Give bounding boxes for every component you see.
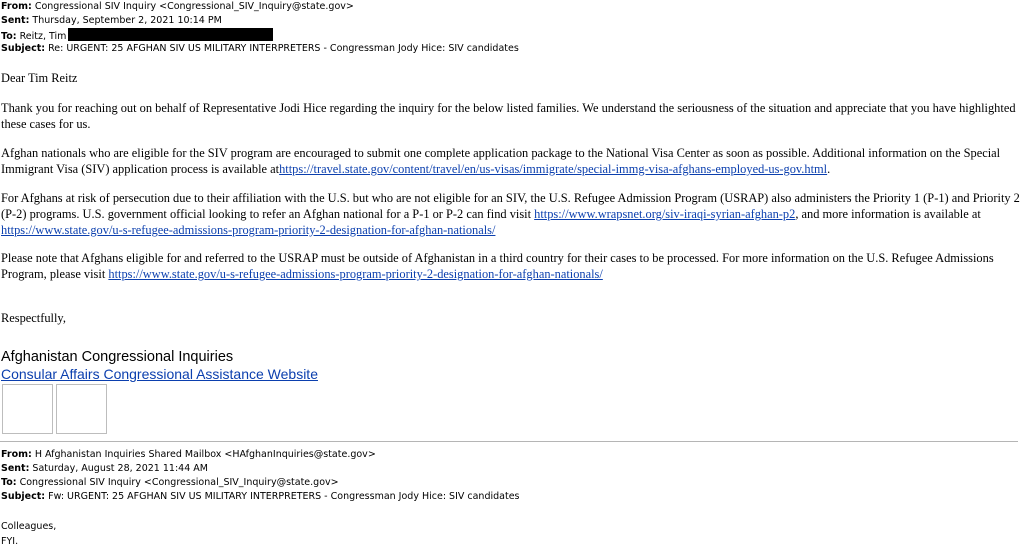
sent-label: Sent: xyxy=(1,463,30,474)
from-suffix: > xyxy=(367,449,376,460)
from-label: From: xyxy=(1,1,32,12)
to-prefix: Congressional SIV Inquiry < xyxy=(19,477,152,488)
signature-image-placeholder xyxy=(56,384,107,434)
to-label: To: xyxy=(1,31,17,42)
message-divider xyxy=(0,441,1018,442)
to-label: To: xyxy=(1,477,17,488)
paragraph-3-text: For Afghans at risk of persecution due to their affiliation with the U.S. but who are not eligible for an SIV, the U.S. Refugee Admission Program (USRAP) also administers the Priority 1 (P-1) and Priority 2 (P-2) programs. U.S. government official looking to refer an Afghan national for a P-1 or P-2 can find visit xyxy=(1,191,1020,221)
closing: Respectfully, xyxy=(1,311,66,325)
wrapsnet-link[interactable]: https://www.wrapsnet.org/siv-iraqi-syrian-afghan-p2 xyxy=(534,207,796,221)
reply-sent-line xyxy=(1,14,222,28)
usrap-program-link[interactable]: https://www.state.gov/u-s-refugee-admissions-program-priority-2-designation-for-afghan-nationals/ xyxy=(108,267,603,281)
paragraph-3 xyxy=(1,190,1021,238)
subject-label: Subject: xyxy=(1,491,46,502)
subject-label: Subject: xyxy=(1,43,46,54)
usrap-p2-link[interactable]: https://www.state.gov/u-s-refugee-admissions-program-priority-2-designation-for-afghan-nationals/ xyxy=(1,223,496,237)
from-value: Congressional SIV Inquiry <Congressional_SIV_Inquiry@state.gov> xyxy=(34,1,354,12)
paragraph-2-text: Afghan nationals who are eligible for the SIV program are encouraged to submit one complete application package to the National Visa Center as soon as possible. Additional information on the Special Immigrant Visa (SIV) application process is available at xyxy=(1,146,1001,176)
paragraph-2 xyxy=(1,145,1021,177)
greeting: Dear Tim Reitz xyxy=(1,71,78,85)
to-email-link[interactable]: Congressional_SIV_Inquiry@state.gov xyxy=(151,477,331,488)
paragraph-4-text: Please note that Afghans eligible for and referred to the USRAP must be outside of Afghanistan in a third country for their cases to be processed. For more information on the U.S. Refugee Admissions Program, please visit xyxy=(1,251,994,281)
siv-process-link[interactable]: https://travel.state.gov/content/travel/en/us-visas/immigrate/special-immg-visa-afghans-employed-us-gov.html xyxy=(279,162,828,176)
to-value: Reitz, Tim xyxy=(19,31,67,42)
sent-value: Thursday, September 2, 2021 10:14 PM xyxy=(32,15,222,26)
forward-subject-line xyxy=(1,490,520,504)
forward-sent-line xyxy=(1,462,208,476)
from-prefix: H Afghanistan Inquiries Shared Mailbox < xyxy=(34,449,233,460)
to-suffix: > xyxy=(330,477,339,488)
reply-from-line xyxy=(1,0,354,14)
sent-value: Saturday, August 28, 2021 11:44 AM xyxy=(32,463,208,474)
paragraph-2-end: . xyxy=(827,162,831,176)
reply-subject-line xyxy=(1,42,519,56)
congressional-assistance-link[interactable]: Consular Affairs Congressional Assistance Website xyxy=(1,366,318,382)
forward-body-line-1: Colleagues, xyxy=(1,521,57,532)
signature-image-placeholder xyxy=(2,384,53,434)
paragraph-4 xyxy=(1,250,1021,282)
signature-name: Afghanistan Congressional Inquiries xyxy=(1,349,234,365)
sent-label: Sent: xyxy=(1,15,30,26)
subject-value: Fw: URGENT: 25 AFGHAN SIV US MILITARY INTERPRETERS - Congressman Jody Hice: SIV candidates xyxy=(48,491,520,502)
from-email-link[interactable]: HAfghanInquiries@state.gov xyxy=(232,449,368,460)
paragraph-3-mid: , and more information is available at xyxy=(795,207,981,221)
paragraph-1: Thank you for reaching out on behalf of Representative Jodi Hice regarding the inquiry for the below listed families. We understand the seriousness of the situation and appreciate that you have highlighted these cases for us. xyxy=(1,101,1016,131)
forward-body-line-2: FYI. xyxy=(1,536,19,547)
forward-from-line xyxy=(1,448,376,462)
redaction-bar xyxy=(68,28,273,41)
forward-to-line xyxy=(1,476,339,490)
from-label: From: xyxy=(1,449,32,460)
subject-value: Re: URGENT: 25 AFGHAN SIV US MILITARY INTERPRETERS - Congressman Jody Hice: SIV candidates xyxy=(48,43,519,54)
